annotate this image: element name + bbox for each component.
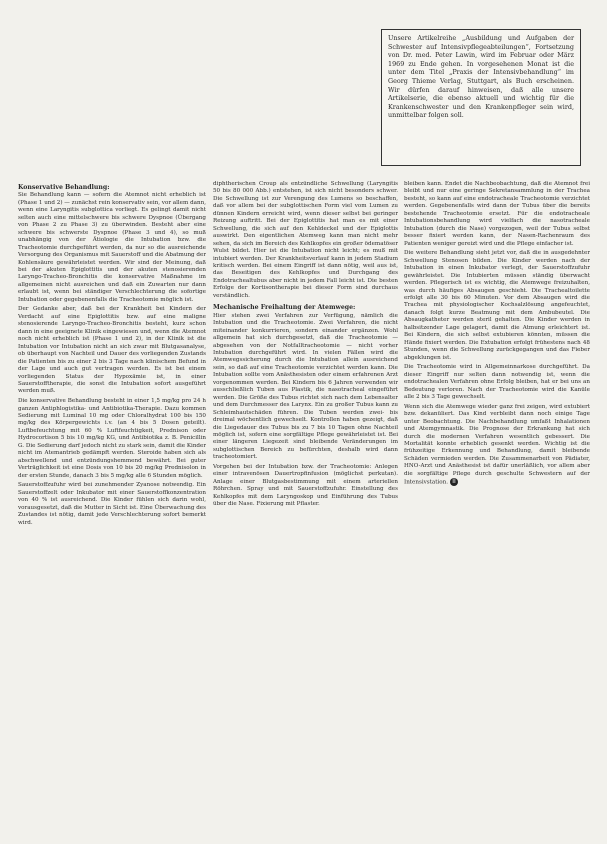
paragraph: diphtherischen Croup als entzündliche Schwellung (Laryngitis 50 bis 80 000 Abb.) entstehen, ist sich nicht besonders schwer. Die Schwellung ist zur Verengung des Lumens so beschaffen, daß vor allem bei der subglottischen Form viel vom Lumen zu dünnen Kindern erreicht wird, wenn dieser selbst bei geringer Reizung auftritt. Bei der Epiglottitis hat man es mit einer Schwellung, die sich auf den Kehldeckel und der Epiglottis auswirkt. Den eigentlichen Atemweg kann man nicht mehr sehen, da sich im Bereich des Kehlkopfes ein großer ödematöser Wulst bildet. Hier ist die Intubation nicht leicht; es muß mit intubiert werden. Der Krankheitsverlauf kann in jedem Stadium kritisch werden. Bei einem Eingriff ist dann nötig, weil aus ist, das Beseitigen des Kehlkopfes und Durchgang des Endotrachealtubus aber nicht in jedem Fall leicht ist. Die besten Erfolge der Kortisontherapie bei dieser Form sind durchaus verständlich. — [213, 181, 398, 299]
column-right — [404, 181, 590, 828]
end-of-article-mark: II — [450, 478, 458, 486]
paragraph: Sauerstoffzufuhr wird bei zunehmender Zyanose notwendig. Ein Sauerstoffzelt oder Inkubator mit einer Sauerstoffkonzentration von 40 % ist ausreichend. Die Kinder fühlen sich darin wohl, vorausgesetzt, daß die Mutter in Sicht ist. Eine Überwachung des Zustandes ist nötig, damit jede Verschlechterung sofort bemerkt wird. — [18, 482, 206, 526]
paragraph: Die Tracheotomie wird in Allgemeinnarkose durchgeführt. Da dieser Eingriff nur selten dann notwendig ist, wenn die endotrachealen Verfahren ohne Erfolg bleiben, hat er bei uns an Bedeutung verloren. Nach der Tracheotomie wird die Kanüle alle 2 bis 3 Tage gewechselt. — [404, 364, 590, 401]
section-heading-mechanical: Mechanische Freihaltung der Atemwege: — [213, 304, 356, 312]
announcement-box — [381, 29, 581, 166]
paragraph: Die weitere Behandlung sieht jetzt vor, daß die in ausgedehnter Schwellung Stenosen bilden. Die Kinder werden nach der Intubation in einen Inkubator verlegt, der Sauerstoffzufuhr gewährleistet. Die Intubierten müssen ständig überwacht werden. Pflegerisch ist es wichtig, die Atemwege freizuhalten, was durch häufiges Absaugen geschieht. Die Trachealtoilette erfolgt alle 30 bis 60 Minuten. Vor dem Absaugen wird die Trachea mit physiologischer Kochsalzlösung angefeuchtet, danach folgt kurze Beatmung mit dem Ambubeutel. Die Absaugkatheter werden steril gehalten. Die Kinder werden in halbsitzender Lage gelagert, damit die Atmung erleichtert ist. Bei Kindern, die sich selbst extubieren könnten, müssen die Hände fixiert werden. Die Extubation erfolgt frühestens nach 48 Stunden, wenn die Schwellung zurückgegangen und das Fieber abgeklungen ist. — [404, 250, 590, 361]
column-middle — [213, 181, 398, 828]
section-heading-conservative: Konservative Behandlung: — [18, 184, 110, 191]
announcement-text: Unsere Artikelreihe „Ausbildung und Aufgaben der Schwester auf Intensivpflegeabteilungen“, Fortsetzung von Dr. med. Peter Lawin, wird im Februar oder März 1969 zu Ende gehen. In vorgesehenen Monat ist die unter dem Titel „Praxis der Intensivbehandlung“ im Georg Thieme Verlag, Stuttgart, als Buch erscheinen. Wir dürfen darauf hinweisen, daß alle unsere Artikelserie, die ebenso aktuell und wichtig für die Krankenschwester und den Krankenpfleger sein wird, unmittelbar folgen soll. — [388, 34, 574, 120]
paragraph: bleiben kann. Endet die Nachbeobachtung, daß die Atemnot frei bleibt und nur eine geringe Sekretansammlung in der Trachea besteht, so kann auf eine endotracheale Tracheotomie verzichtet werden. Gegebenenfalls wird dann der Tubus über die bereits bestehende Tracheotomie ersetzt. Für die endotracheale Intubationsbehandlung wird vielfach die nasotracheale Intubation (durch die Nase) vorgezogen, weil der Tubus selbst besser fixiert werden kann, der Nasen-Rachenraum des Patienten weniger gereizt wird und die Pflege einfacher ist. — [404, 181, 590, 247]
column-left — [18, 184, 206, 828]
paragraph: Der Gedanke aber, daß bei der Krankheit bei Kindern der Verdacht auf eine Epiglottitis bzw. auf eine maligne stenosierende Laryngo-Tracheo-Bronchitis besteht, kurz schon dann in eine geeignete Klinik eingewiesen und, wenn die Atemnot noch nicht erheblich ist (Phase 1 und 2), in der Klinik ist die Intubation vor Intubation nicht an sich zwar mit Blutgasanalyse, ob überhaupt von Nachteil und Dauer des vorliegenden Zustands die Patienten bis zu einer 2 bis 3 Tage nach klinischem Befund in der Lage und auch gut vertragen werden. Es ist bei einem vorliegenden Status der Hypoxämie ist, in einer Sauerstofftherapie, die sonst die Intubation sofort ausgeführt werden muß. — [18, 306, 206, 395]
paragraph: Hier stehen zwei Verfahren zur Verfügung, nämlich die Intubation und die Tracheotomie. Zwei Verfahren, die nicht miteinander konkurrieren, sondern einander ergänzen. Wohl allgemein hat sich durchgesetzt, daß die Tracheotomie — abgesehen von der Notfalltracheotomie — nicht vorher Intubation durchgeführt wird. In vielen Fällen wird die Atemwegssicherung durch die Intubation allein ausreichend sein, so daß auf eine Tracheotomie verzichtet werden kann. Die Intubation sollte vom Anästhesisten oder einem erfahrenen Arzt vorgenommen werden. Bei Kindern bis 6 Jahren verwenden wir ausschließlich Tuben aus Plastik, die nasotracheal eingeführt werden. Die Größe des Tubus richtet sich nach dem Lebensalter und dem Durchmesser des Larynx. Ein zu großer Tubus kann zu Schleimhautschäden führen. Die Tuben werden zwei- bis dreimal wöchentlich gewechselt. Kontrollen haben gezeigt, daß die Liegedauer des Tubus bis zu 7 bis 10 Tagen ohne Nachteil möglich ist, sofern eine sorgfältige Pflege gewährleistet ist. Bei einer längeren Liegezeit sind bleibende Veränderungen im subglottischen Bereich zu befürchten, deshalb wird dann tracheotomiert. — [213, 312, 398, 461]
paragraph: Vorgehen bei der Intubation bzw. der Tracheotomie: Anlegen einer intravenösen Dauertropfinfusion (möglichst perkutan). Anlage einer Blutgasbestimmung mit einem arteriellen Röhrchen. Spray und mit Sauerstoffzufuhr. Einstellung des Kehlkopfes mit dem Laryngoskop und Einführung des Tubus über die Nase. Fixierung mit Pflaster. — [213, 463, 398, 508]
paragraph — [404, 404, 590, 487]
paragraph-text: Wenn sich die Atemwege wieder ganz frei zeigen, wird extubiert bzw. dekanüliert. Das Kind verbleibt dann noch einige Tage unter Beobachtung. Die Nachbehandlung umfaßt Inhalationen und Atemgymnastik. Die Prognose der Erkrankung hat sich durch die modernen Verfahren wesentlich gebessert. Die Mortalität konnte erheblich gesenkt werden. Wichtig ist die frühzeitige Erkennung und Behandlung, damit bleibende Schäden vermieden werden. Die Zusammenarbeit von Pädiater, HNO-Arzt und Anästhesist ist dafür unerläßlich, vor allem aber die sorgfältige Pflege durch geschulte Schwestern auf der Intensivstation. — [404, 403, 590, 486]
paragraph: Die konservative Behandlung besteht in einer 1,5 mg/kg pro 24 h ganzen Antiphlogistika- und Antibiotika-Therapie. Dazu kommen Sedierung mit Luminal 10 mg oder Chloralhydrat 100 bis 150 mg/kg des Körpergewichts i.v. (an 4 bis 5 Dosen geteilt). Luftbefeuchtung mit 60 % Luftfeuchtigkeit, Prednison oder Hydrocortison 5 bis 10 mg/kg KG, und Antibiotika z. B. Penicillin G. Die Sedierung darf jedoch nicht zu stark sein, damit die Kinder nicht im Atemantrieb gedämpft werden. Steroide haben sich als abschwellend und entzündungshemmend bewährt. Bei guter Verträglichkeit ist eine Dosis von 10 bis 20 mg/kg Prednisolon in der ersten Stunde, danach 3 bis 5 mg/kg alle 6 Stunden möglich. — [18, 398, 206, 479]
paragraph: Sie Behandlung kann — sofern die Atemnot nicht erheblich ist (Phase 1 und 2) — zunächst rein konservativ sein, vor allem dann, wenn eine Laryngitis subglottica vorliegt. Es gelingt damit nicht selten auch eine mittelschwere bis schwere Dyspnoe (Übergang von Phase 2 zu Phase 3) zu überwinden. Besteht aber eine schwere bis schwerste Dyspnoe (Phase 3 und 4), so muß unabhängig von der Ätiologie die Intubation bzw. die Tracheotomie durchgeführt werden, da nur so die ausreichende Versorgung des Organismus mit Sauerstoff und die Abatmung der Kohlensäure gewährleistet werden. Wir sind der Meinung, daß bei der akuten Epiglottitis und der akuten stenosierenden Laryngo-Tracheo-Bronchitis die konservative Maßnahme im allgemeinen nicht ausreichen und daß ein Zuwarten nur dann erlaubt ist, wenn bei ständiger Verschlechterung die sofortige Intubation oder gegebenenfalls die Tracheotomie möglich ist. — [18, 192, 206, 303]
